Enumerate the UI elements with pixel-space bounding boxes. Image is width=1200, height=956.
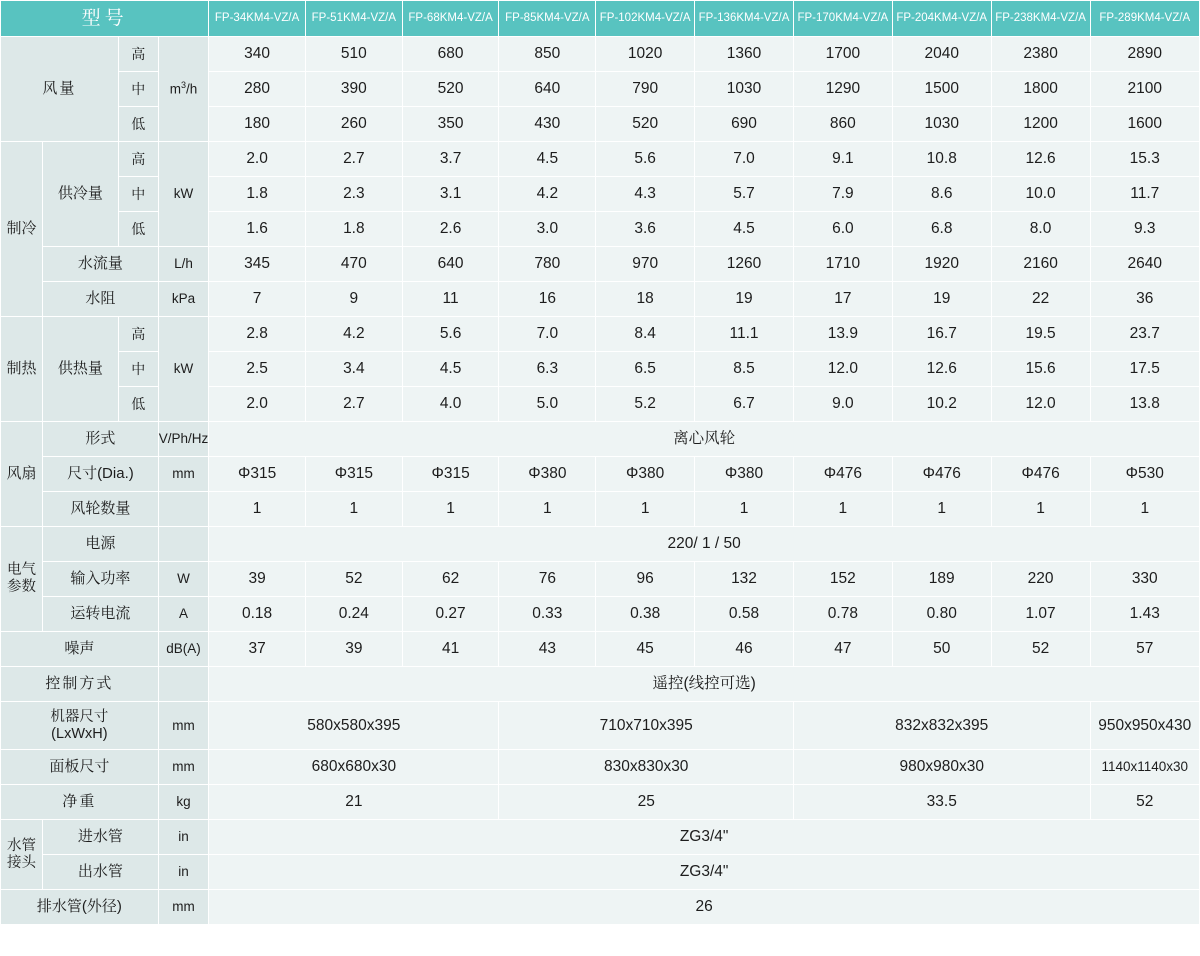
- table-row: [1, 702, 1200, 750]
- cell-airflow-mid-8: 1500: [892, 72, 991, 107]
- row-label-water-resistance: 水阻: [43, 282, 159, 317]
- cell-power-supply-value: 220/ 1 / 50: [209, 527, 1200, 562]
- cell-water-res-4: 16: [499, 282, 596, 317]
- speed-label-high: 高: [118, 37, 158, 72]
- cell-heat-high-8: 16.7: [892, 317, 991, 352]
- cell-airflow-low-7: 860: [793, 107, 892, 142]
- unit-control-mode: [158, 667, 208, 702]
- cell-input-power-2: 52: [305, 562, 402, 597]
- cell-water-res-3: 11: [402, 282, 499, 317]
- cell-cool-mid-3: 3.1: [402, 177, 499, 212]
- table-row: [1, 597, 1200, 632]
- cell-current-1: 0.18: [209, 597, 306, 632]
- cell-water-flow-4: 780: [499, 247, 596, 282]
- table-row: [1, 457, 1200, 492]
- row-label-airflow: 风量: [1, 37, 119, 142]
- cell-input-power-10: 330: [1090, 562, 1199, 597]
- model-column-3: FP-68KM4-VZ/A: [402, 1, 499, 37]
- row-label-inlet-pipe: 进水管: [43, 820, 159, 855]
- cell-heat-high-7: 13.9: [793, 317, 892, 352]
- cell-airflow-low-2: 260: [305, 107, 402, 142]
- table-row: [1, 282, 1200, 317]
- cell-airflow-low-8: 1030: [892, 107, 991, 142]
- cell-cool-high-2: 2.7: [305, 142, 402, 177]
- row-label-heating: 制热: [1, 317, 43, 422]
- cell-airflow-low-1: 180: [209, 107, 306, 142]
- cell-water-res-9: 22: [991, 282, 1090, 317]
- unit-outlet-pipe: in: [158, 855, 208, 890]
- row-label-power-supply: 电源: [43, 527, 159, 562]
- cell-net-weight-4: 52: [1090, 785, 1199, 820]
- cell-cool-low-10: 9.3: [1090, 212, 1199, 247]
- cell-net-weight-3: 33.5: [793, 785, 1090, 820]
- cell-current-9: 1.07: [991, 597, 1090, 632]
- cell-fan-size-7: Φ476: [793, 457, 892, 492]
- table-row: [1, 37, 1200, 72]
- cell-airflow-high-3: 680: [402, 37, 499, 72]
- cell-heat-low-6: 6.7: [695, 387, 794, 422]
- cell-heat-high-10: 23.7: [1090, 317, 1199, 352]
- cell-cool-high-10: 15.3: [1090, 142, 1199, 177]
- unit-airflow: $m^3/h$: [158, 37, 208, 142]
- speed-label-high: 高: [118, 142, 158, 177]
- table-row: [1, 820, 1200, 855]
- cell-heat-high-6: 11.1: [695, 317, 794, 352]
- cell-cool-low-8: 6.8: [892, 212, 991, 247]
- cell-fan-qty-10: 1: [1090, 492, 1199, 527]
- cell-current-10: 1.43: [1090, 597, 1199, 632]
- cell-airflow-high-10: 2890: [1090, 37, 1199, 72]
- cell-heat-low-8: 10.2: [892, 387, 991, 422]
- cell-fan-qty-4: 1: [499, 492, 596, 527]
- cell-panel-size-4: 1140x1140x30: [1090, 750, 1199, 785]
- cell-water-res-2: 9: [305, 282, 402, 317]
- cell-water-flow-8: 1920: [892, 247, 991, 282]
- cell-cool-mid-8: 8.6: [892, 177, 991, 212]
- cell-water-res-6: 19: [695, 282, 794, 317]
- row-label-panel-size: 面板尺寸: [1, 750, 159, 785]
- cell-heat-mid-7: 12.0: [793, 352, 892, 387]
- unit-fan-form: V/Ph/Hz: [158, 422, 208, 457]
- cell-heat-low-1: 2.0: [209, 387, 306, 422]
- cell-heat-low-3: 4.0: [402, 387, 499, 422]
- cell-panel-size-1: 680x680x30: [209, 750, 499, 785]
- model-column-7: FP-170KM4-VZ/A: [793, 1, 892, 37]
- cell-current-8: 0.80: [892, 597, 991, 632]
- water-pipe-label-line1: 水管: [7, 837, 37, 854]
- cell-heat-low-5: 5.2: [596, 387, 695, 422]
- unit-running-current: A: [158, 597, 208, 632]
- cell-input-power-3: 62: [402, 562, 499, 597]
- cell-cool-low-9: 8.0: [991, 212, 1090, 247]
- cell-heat-mid-8: 12.6: [892, 352, 991, 387]
- cell-fan-qty-5: 1: [596, 492, 695, 527]
- cell-airflow-high-6: 1360: [695, 37, 794, 72]
- unit-water-flow: L/h: [158, 247, 208, 282]
- cell-airflow-low-6: 690: [695, 107, 794, 142]
- row-label-water-flow: 水流量: [43, 247, 159, 282]
- cell-current-3: 0.27: [402, 597, 499, 632]
- unit-net-weight: kg: [158, 785, 208, 820]
- cell-control-mode-value: 遥控(线控可选): [209, 667, 1200, 702]
- cell-heat-high-9: 19.5: [991, 317, 1090, 352]
- cell-fan-size-8: Φ476: [892, 457, 991, 492]
- cell-heat-mid-10: 17.5: [1090, 352, 1199, 387]
- cell-heat-mid-1: 2.5: [209, 352, 306, 387]
- cell-heat-mid-6: 8.5: [695, 352, 794, 387]
- speed-label-mid: 中: [118, 177, 158, 212]
- row-label-unit-size: [1, 702, 159, 750]
- cell-cool-high-4: 4.5: [499, 142, 596, 177]
- cell-fan-qty-7: 1: [793, 492, 892, 527]
- model-header-label: 型号: [1, 1, 209, 37]
- cell-fan-qty-2: 1: [305, 492, 402, 527]
- cell-fan-size-1: Φ315: [209, 457, 306, 492]
- cell-heat-high-4: 7.0: [499, 317, 596, 352]
- unit-noise: dB(A): [158, 632, 208, 667]
- cell-airflow-low-4: 430: [499, 107, 596, 142]
- cell-cool-mid-5: 4.3: [596, 177, 695, 212]
- cell-heat-mid-2: 3.4: [305, 352, 402, 387]
- cell-cool-low-2: 1.8: [305, 212, 402, 247]
- cell-input-power-8: 189: [892, 562, 991, 597]
- row-label-fan-size: 尺寸(Dia.): [43, 457, 159, 492]
- cell-cool-high-8: 10.8: [892, 142, 991, 177]
- cell-fan-size-2: Φ315: [305, 457, 402, 492]
- row-label-cooling: 制冷: [1, 142, 43, 317]
- cell-heat-high-3: 5.6: [402, 317, 499, 352]
- cell-airflow-high-8: 2040: [892, 37, 991, 72]
- table-row: [1, 785, 1200, 820]
- cell-heat-low-9: 12.0: [991, 387, 1090, 422]
- cell-fan-size-6: Φ380: [695, 457, 794, 492]
- speed-label-high: 高: [118, 317, 158, 352]
- cell-water-flow-10: 2640: [1090, 247, 1199, 282]
- cell-input-power-1: 39: [209, 562, 306, 597]
- cell-fan-qty-3: 1: [402, 492, 499, 527]
- cell-airflow-mid-5: 790: [596, 72, 695, 107]
- cell-airflow-low-9: 1200: [991, 107, 1090, 142]
- cell-airflow-low-5: 520: [596, 107, 695, 142]
- cell-cool-mid-6: 5.7: [695, 177, 794, 212]
- cell-heat-mid-3: 4.5: [402, 352, 499, 387]
- cell-current-5: 0.38: [596, 597, 695, 632]
- row-label-fan: 风扇: [1, 422, 43, 527]
- cell-net-weight-1: 21: [209, 785, 499, 820]
- cell-fan-form-value: 离心风轮: [209, 422, 1200, 457]
- cell-panel-size-2: 830x830x30: [499, 750, 793, 785]
- row-label-net-weight: 净重: [1, 785, 159, 820]
- model-column-8: FP-204KM4-VZ/A: [892, 1, 991, 37]
- cell-cool-mid-1: 1.8: [209, 177, 306, 212]
- cell-airflow-low-10: 1600: [1090, 107, 1199, 142]
- cell-fan-size-3: Φ315: [402, 457, 499, 492]
- row-label-electrical: [1, 527, 43, 632]
- electrical-label-line2: 参数: [7, 579, 37, 595]
- cell-current-4: 0.33: [499, 597, 596, 632]
- unit-size-label-line1: 机器尺寸: [50, 708, 109, 725]
- cell-water-res-1: 7: [209, 282, 306, 317]
- cell-airflow-mid-4: 640: [499, 72, 596, 107]
- cell-unit-size-2: 710x710x395: [499, 702, 793, 750]
- unit-drain-pipe: mm: [158, 890, 208, 925]
- cell-airflow-mid-7: 1290: [793, 72, 892, 107]
- cell-noise-5: 45: [596, 632, 695, 667]
- unit-size-label-line2: (LxWxH): [51, 725, 108, 742]
- speed-label-mid: 中: [118, 352, 158, 387]
- cell-cool-high-6: 7.0: [695, 142, 794, 177]
- cell-airflow-high-1: 340: [209, 37, 306, 72]
- cell-cool-low-5: 3.6: [596, 212, 695, 247]
- cell-noise-4: 43: [499, 632, 596, 667]
- cell-cool-high-3: 3.7: [402, 142, 499, 177]
- unit-cooling-kw: kW: [158, 142, 208, 247]
- cell-airflow-high-2: 510: [305, 37, 402, 72]
- model-column-10: FP-289KM4-VZ/A: [1090, 1, 1199, 37]
- cell-fan-qty-6: 1: [695, 492, 794, 527]
- cell-drain-pipe-value: 26: [209, 890, 1200, 925]
- cell-outlet-pipe-value: ZG3/4": [209, 855, 1200, 890]
- table-row: [1, 562, 1200, 597]
- model-column-2: FP-51KM4-VZ/A: [305, 1, 402, 37]
- model-column-6: FP-136KM4-VZ/A: [695, 1, 794, 37]
- model-column-9: FP-238KM4-VZ/A: [991, 1, 1090, 37]
- cell-water-flow-2: 470: [305, 247, 402, 282]
- cell-cool-mid-2: 2.3: [305, 177, 402, 212]
- unit-fan-qty: [158, 492, 208, 527]
- cell-heat-low-4: 5.0: [499, 387, 596, 422]
- cell-heat-mid-4: 6.3: [499, 352, 596, 387]
- cell-input-power-4: 76: [499, 562, 596, 597]
- cell-current-7: 0.78: [793, 597, 892, 632]
- cell-current-6: 0.58: [695, 597, 794, 632]
- electrical-label-line1: 电气: [7, 562, 37, 579]
- cell-cool-low-7: 6.0: [793, 212, 892, 247]
- cell-cool-mid-4: 4.2: [499, 177, 596, 212]
- row-label-running-current: 运转电流: [43, 597, 159, 632]
- cell-airflow-mid-10: 2100: [1090, 72, 1199, 107]
- cell-fan-size-4: Φ380: [499, 457, 596, 492]
- cell-airflow-low-3: 350: [402, 107, 499, 142]
- cell-airflow-high-9: 2380: [991, 37, 1090, 72]
- cell-noise-1: 37: [209, 632, 306, 667]
- row-label-water-pipe: [1, 820, 43, 890]
- table-row: [1, 527, 1200, 562]
- row-label-fan-form: 形式: [43, 422, 159, 457]
- row-label-input-power: 输入功率: [43, 562, 159, 597]
- cell-airflow-mid-6: 1030: [695, 72, 794, 107]
- cell-heat-low-10: 13.8: [1090, 387, 1199, 422]
- table-header-row: [1, 1, 1200, 37]
- cell-panel-size-3: 980x980x30: [793, 750, 1090, 785]
- table-row: [1, 492, 1200, 527]
- cell-input-power-5: 96: [596, 562, 695, 597]
- cell-fan-size-5: Φ380: [596, 457, 695, 492]
- cell-airflow-mid-1: 280: [209, 72, 306, 107]
- row-label-cooling-capacity: 供冷量: [43, 142, 119, 247]
- table-row: [1, 632, 1200, 667]
- cell-airflow-mid-2: 390: [305, 72, 402, 107]
- cell-heat-high-5: 8.4: [596, 317, 695, 352]
- cell-cool-high-9: 12.6: [991, 142, 1090, 177]
- water-pipe-label-line2: 接头: [7, 854, 37, 871]
- row-label-drain-pipe: 排水管(外径): [1, 890, 159, 925]
- cell-fan-size-9: Φ476: [991, 457, 1090, 492]
- table-row: [1, 667, 1200, 702]
- cell-net-weight-2: 25: [499, 785, 793, 820]
- cell-water-flow-1: 345: [209, 247, 306, 282]
- table-row: [1, 890, 1200, 925]
- cell-airflow-high-5: 1020: [596, 37, 695, 72]
- table-row: [1, 142, 1200, 177]
- speed-label-low: 低: [118, 387, 158, 422]
- cell-cool-low-3: 2.6: [402, 212, 499, 247]
- model-column-5: FP-102KM4-VZ/A: [596, 1, 695, 37]
- cell-cool-high-1: 2.0: [209, 142, 306, 177]
- cell-unit-size-4: 950x950x430: [1090, 702, 1199, 750]
- cell-cool-low-4: 3.0: [499, 212, 596, 247]
- model-column-1: FP-34KM4-VZ/A: [209, 1, 306, 37]
- speed-label-low: 低: [118, 212, 158, 247]
- cell-fan-qty-9: 1: [991, 492, 1090, 527]
- cell-heat-mid-9: 15.6: [991, 352, 1090, 387]
- unit-unit-size: mm: [158, 702, 208, 750]
- cell-water-res-10: 36: [1090, 282, 1199, 317]
- cell-water-flow-6: 1260: [695, 247, 794, 282]
- cell-water-res-5: 18: [596, 282, 695, 317]
- cell-airflow-mid-9: 1800: [991, 72, 1090, 107]
- speed-label-low: 低: [118, 107, 158, 142]
- cell-noise-2: 39: [305, 632, 402, 667]
- cell-water-res-8: 19: [892, 282, 991, 317]
- cell-water-flow-5: 970: [596, 247, 695, 282]
- cell-water-res-7: 17: [793, 282, 892, 317]
- cell-cool-mid-7: 7.9: [793, 177, 892, 212]
- table-row: [1, 317, 1200, 352]
- cell-noise-9: 52: [991, 632, 1090, 667]
- cell-cool-high-7: 9.1: [793, 142, 892, 177]
- cell-input-power-6: 132: [695, 562, 794, 597]
- cell-fan-size-10: Φ530: [1090, 457, 1199, 492]
- cell-cool-low-6: 4.5: [695, 212, 794, 247]
- row-label-control-mode: 控制方式: [1, 667, 159, 702]
- cell-noise-8: 50: [892, 632, 991, 667]
- cell-fan-qty-1: 1: [209, 492, 306, 527]
- cell-noise-10: 57: [1090, 632, 1199, 667]
- unit-heating-kw: kW: [158, 317, 208, 422]
- cell-cool-mid-10: 11.7: [1090, 177, 1199, 212]
- unit-water-resistance: kPa: [158, 282, 208, 317]
- cell-current-2: 0.24: [305, 597, 402, 632]
- cell-airflow-high-7: 1700: [793, 37, 892, 72]
- table-row: [1, 247, 1200, 282]
- row-label-heating-capacity: 供热量: [43, 317, 119, 422]
- speed-label-mid: 中: [118, 72, 158, 107]
- cell-heat-mid-5: 6.5: [596, 352, 695, 387]
- cell-airflow-mid-3: 520: [402, 72, 499, 107]
- unit-inlet-pipe: in: [158, 820, 208, 855]
- cell-cool-low-1: 1.6: [209, 212, 306, 247]
- unit-panel-size: mm: [158, 750, 208, 785]
- cell-input-power-7: 152: [793, 562, 892, 597]
- cell-heat-low-7: 9.0: [793, 387, 892, 422]
- row-label-outlet-pipe: 出水管: [43, 855, 159, 890]
- table-row: [1, 422, 1200, 457]
- cell-airflow-high-4: 850: [499, 37, 596, 72]
- cell-noise-6: 46: [695, 632, 794, 667]
- cell-heat-high-1: 2.8: [209, 317, 306, 352]
- cell-noise-7: 47: [793, 632, 892, 667]
- cell-heat-high-2: 4.2: [305, 317, 402, 352]
- table-row: [1, 855, 1200, 890]
- row-label-noise: 噪声: [1, 632, 159, 667]
- table-row: [1, 750, 1200, 785]
- row-label-fan-qty: 风轮数量: [43, 492, 159, 527]
- cell-noise-3: 41: [402, 632, 499, 667]
- cell-water-flow-3: 640: [402, 247, 499, 282]
- cell-water-flow-7: 1710: [793, 247, 892, 282]
- cell-water-flow-9: 2160: [991, 247, 1090, 282]
- cell-unit-size-1: 580x580x395: [209, 702, 499, 750]
- unit-power-supply: [158, 527, 208, 562]
- cell-inlet-pipe-value: ZG3/4": [209, 820, 1200, 855]
- cell-heat-low-2: 2.7: [305, 387, 402, 422]
- cell-fan-qty-8: 1: [892, 492, 991, 527]
- cell-input-power-9: 220: [991, 562, 1090, 597]
- cell-unit-size-3: 832x832x395: [793, 702, 1090, 750]
- unit-input-power: W: [158, 562, 208, 597]
- model-column-4: FP-85KM4-VZ/A: [499, 1, 596, 37]
- unit-fan-size: mm: [158, 457, 208, 492]
- cell-cool-mid-9: 10.0: [991, 177, 1090, 212]
- cell-cool-high-5: 5.6: [596, 142, 695, 177]
